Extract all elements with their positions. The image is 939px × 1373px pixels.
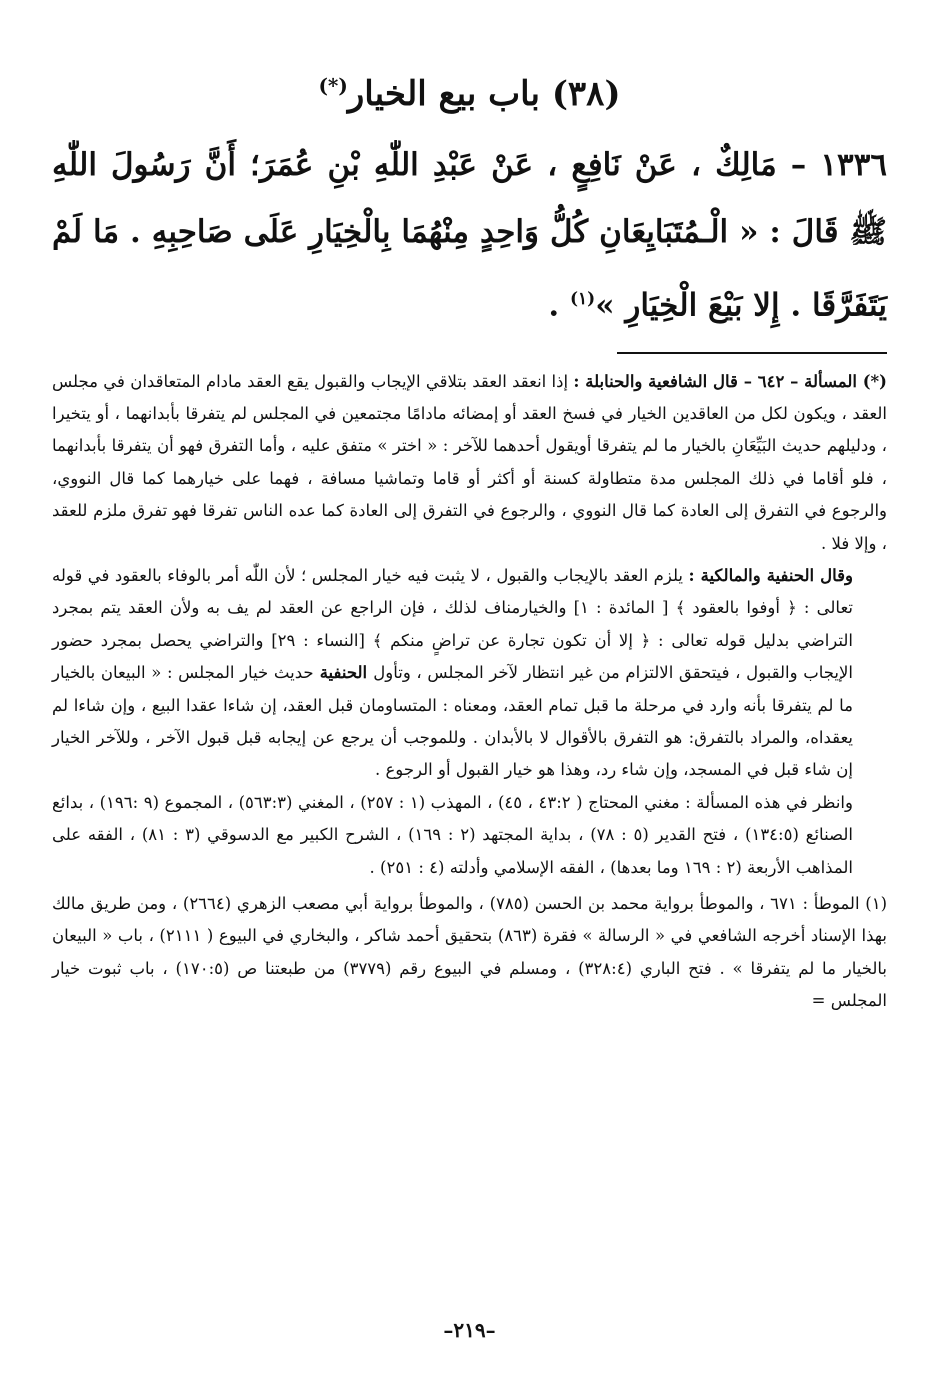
note-paragraph-hanafi — [52, 560, 887, 787]
notes-section — [52, 366, 887, 885]
footnote-1: (١) الموطأ : ٦٧١ ، والموطأ برواية محمد بن الحسن (٧٨٥) ، والموطأ برواية أبي مصعب الزهري (٢٦٦٤) ، ومن طريق مالك بهذا الإسناد أخرجه الشافعي في « الرسالة » فقرة (٨٦٣) بتحقيق أحمد شاكر ، والبخاري في البيوع ( ٢١١١) ، باب « البيعان بالخيار ما لم يتفرقا » . فتح الباري (٣٢٨:٤) ، ومسلم في البيوع رقم (٣٧٧٩) من طبعتنا ص (١٧٠:٥) ، باب ثبوت خيار المجلس = — [52, 894, 887, 1011]
chapter-title — [52, 72, 887, 116]
chapter-number: (٣٨) — [551, 74, 621, 114]
hadith-footnote-ref: (١) — [569, 289, 596, 310]
note-paragraph-references: وانظر في هذه المسألة : مغني المحتاج ( ٤٣:٢ ، ٤٥) ، المهذب (١ : ٢٥٧) ، المغني (٥٦٣:٣) ، المجموع (٩ :١٩٦) ، بدائع الصنائع (١٣٤:٥) ، فتح القدير (٥ : ٧٨) ، بداية المجتهد (٢ : ١٦٩) ، الشرح الكبير مع الدسوقي (٣ : ٨١) ، الفقه على المذاهب الأربعة (٢ : ١٦٩ وما بعدها) ، الفقه الإسلامي وأدلته (٤ : ٢٥١) . — [52, 792, 853, 877]
chapter-title-text: باب بيع الخيار — [347, 74, 540, 114]
note-paragraph-shafii-text: إذا انعقد العقد بتلاقي الإيجاب والقبول يقع العقد مادام المتعاقدان في مجلس العقد ، ويكون لكل من العاقدين الخيار في فسخ العقد أو إمضائه مادامًا مجتمعين في المجلس لم يتفرقا بأبدانهما ، أو يتخيرا ، ودليلهم حديث البَيِّعَانِ بالخيار ما لم يتفرقا أويقول أحدهما للآخر : « اختر » متفق عليه ، وأما التفرق فهو أن يتفرقا بأبدانهما ، فلو أقاما في ذلك المجلس مدة متطاولة كسنة أو أكثر أو قاما وتماشيا مسافة ، فهما على خيارهما كما قال النووي، والرجوع في التفرق إلى العادة كما قال النووي ، والرجوع في التفرق إلى العادة كما عده الناس تفرقا فهو تفرق ملزم للعقد ، وإلا فلا . — [52, 371, 887, 553]
footnote-section — [52, 888, 887, 1018]
note-paragraph-hanafi-text: يلزم العقد بالإيجاب والقبول ، لا يثبت فيه خيار المجلس ؛ لأن اللّٰه أمر بالوفاء بالعقود في قوله تعالى : ﴿ أوفوا بالعقود ﴾ [ المائدة : ١] والخيارمناف لذلك ، فإن الراجع عن العقد لم يف به ولأن العقد يتم بمجرد التراضي بدليل قوله تعالى : ﴿ إلا أن تكون تجارة عن تراضٍ منكم ﴾ [النساء : ٢٩] والتراضي يحصل بمجرد حضور الإيجاب والقبول ، فيتحقق الالتزام من غير انتظار لآخر المجلس ، وتأول — [52, 565, 853, 683]
chapter-note-marker: (*) — [318, 73, 348, 98]
note-paragraph-shafii — [52, 366, 887, 560]
note-paragraph-hanafi-bold: الحنفية — [313, 663, 374, 683]
hadith-end: . — [548, 287, 570, 324]
note-paragraph-shafii-lead: (*) المسألة – ٦٤٢ – قال الشافعية والحنابلة : — [573, 371, 887, 391]
hadith-text — [52, 132, 887, 339]
notes-separator — [617, 352, 887, 354]
page-number: –٢١٩– — [443, 1318, 496, 1342]
note-paragraph-hanafi-lead: وقال الحنفية والمالكية : — [688, 565, 853, 585]
hadith-number: ١٣٣٦ — [820, 147, 887, 184]
note-paragraph-hanafi-text2: حديث خيار المجلس : « البيعان بالخيار ما لم يتفرقا بأنه وارد في مرحلة ما قبل تمام العقد، ومعناه : المتساومان قبل العقد، إن شاءا عقدا البيع ، وإن شاءا لم يعقداه، والمراد بالتفرق: هو التفرق بالأقوال لا بالأبدان . وللموجب أن يرجع عن إيجابه قبل قبول الآخر ، وللآخر الخيار إن شاء قبل في المسجد، وإن شاء رد، وهذا هو خيار القبول أو الرجوع . — [52, 663, 853, 780]
hadith-body: – مَالِكٌ ، عَنْ نَافِعٍ ، عَنْ عَبْدِ اللّٰهِ بْنِ عُمَرَ؛ أَنَّ رَسُولَ اللّٰهِ ﷺ قَالَ : « الْـمُتَبَايِعَانِ كُلُّ وَاحِدٍ مِنْهُمَا بِالْخِيَارِ عَلَى صَاحِبِهِ . مَا لَمْ يَتَفَرَّقَا . إِلا بَيْعَ الْخِيَارِ » — [52, 147, 887, 324]
